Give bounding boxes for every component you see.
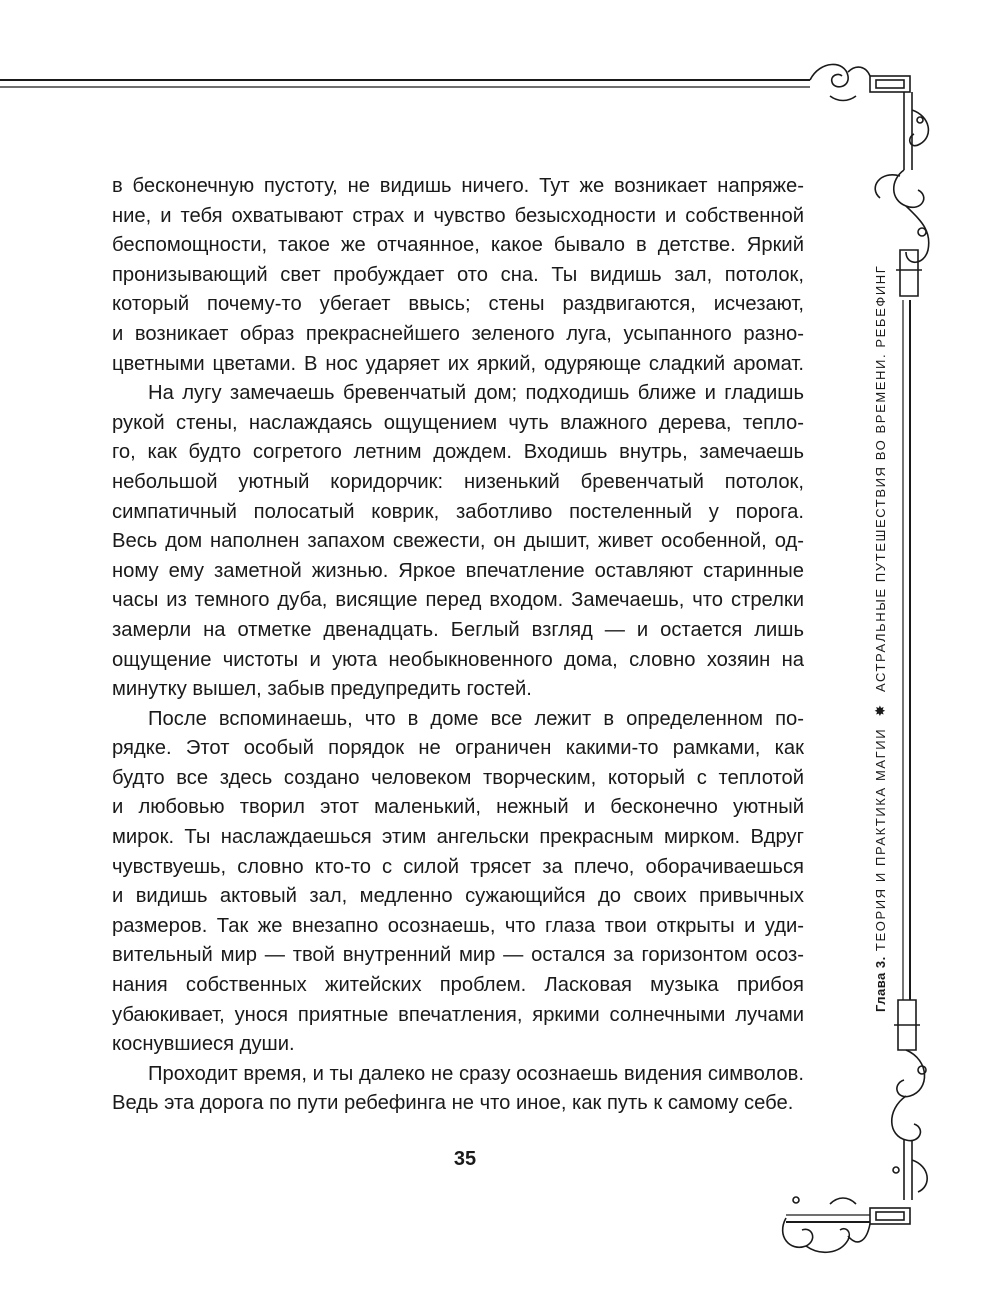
text-line: Проходит время, и ты далеко не сразу осознаешь видения символов. [148,1062,804,1085]
text-line: После вспоминаешь, что в доме все лежит в определенном по- [148,707,804,730]
corner-ornament-bottom [783,1197,910,1252]
text-line: цветными цветами. В нос ударяет их яркий, одуряюще сладкий аромат. [112,352,804,375]
text-line: и любовью творил этот маленький, нежный и бесконечно уютный [112,796,804,819]
text-line: мирок. Ты наслаждаешься этим ангельски прекрасным мирком. Вдруг [112,826,804,849]
text-line: минутку вышел, забыв предупредить гостей. [112,678,532,701]
text-line: который почему-то убегает ввысь; стены раздвигаются, исчезают, [112,293,804,316]
text-line: ному ему заметной жизнью. Яркое впечатление оставляют старинные [112,559,804,582]
text-line: в бесконечную пустоту, не видишь ничего. Тут же возникает напряже- [112,175,804,197]
text-line: вительный мир — твой внутренний мир — остался за горизонтом осоз- [112,944,804,967]
text-line: рядке. Этот особый порядок не ограничен какими-то рамками, как [112,737,804,760]
paragraph-3 [112,705,804,1060]
paragraph-4 [112,1060,804,1119]
paragraph-1 [112,172,804,379]
corner-ornament-top [810,64,929,296]
text-line: небольшой уютный коридорчик: низенький бревенчатый потолок, [112,470,804,493]
running-head [872,265,889,1012]
text-line: симпатичный полосатый коврик, заботливо постеленный у порога. [112,500,804,523]
text-line: и видишь актовый зал, медленно сужающийся до своих привычных [112,885,804,908]
text-line: го, как будто согретого летним дождем. Входишь внутрь, замечаешь [112,441,804,464]
text-line: и возникает образ прекраснейшего зеленого луга, усыпанного разно- [112,322,804,345]
text-line: убаюкивает, унося приятные впечатления, яркими солнечными лучами [112,1003,804,1026]
text-line: ние, и тебя охватывают страх и чувство безысходности и собственной [112,204,804,227]
text-line: будто все здесь создано человеком творческим, который с теплотой [112,766,804,789]
text-line: часы из темного дуба, висящие перед входом. Замечаешь, что стрелки [112,589,804,612]
text-line: Весь дом наполнен запахом свежести, он дышит, живет особенной, од- [112,530,804,553]
text-line: ощущение чистоты и уюта необыкновенного дома, словно хозяин на [112,648,804,671]
chapter-title-part1: ТЕОРИЯ И ПРАКТИКА МАГИИ [873,727,888,952]
text-line: замерли на отметке двенадцать. Беглый взгляд — и остается лишь [112,618,804,641]
page-number: 35 [453,1148,477,1170]
paragraph-2 [112,379,804,705]
chapter-label: Глава 3. [873,956,888,1012]
text-line: чувствуешь, словно кто-то с силой трясет за плечо, оборачиваешься [112,855,804,878]
chapter-title-part2: АСТРАЛЬНЫЕ ПУТЕШЕСТВИЯ ВО ВРЕМЕНИ. РЕБЕФИНГ [873,264,888,693]
text-line: нания собственных житейских проблем. Ласковая музыка прибоя [112,974,804,997]
text-line: размеров. Так же внезапно осознаешь, что глаза твои открыты и уди- [112,914,804,937]
text-line: беспомощности, такое же отчаянное, какое бывало в детстве. Яркий [112,234,804,257]
separator-star-icon: ✸ [872,703,888,717]
text-line: На лугу замечаешь бревенчатый дом; подходишь ближе и гладишь [148,382,804,405]
text-line: пронизывающий свет пробуждает ото сна. Ты видишь зал, потолок, [112,263,804,286]
text-line: рукой стены, наслаждаясь ощущением чуть влажного дерева, тепло- [112,411,804,434]
body-text [112,172,804,1119]
text-line: Ведь эта дорога по пути ребефинга не что иное, как путь к самому себе. [112,1092,794,1115]
text-line: коснувшиеся души. [112,1033,295,1056]
